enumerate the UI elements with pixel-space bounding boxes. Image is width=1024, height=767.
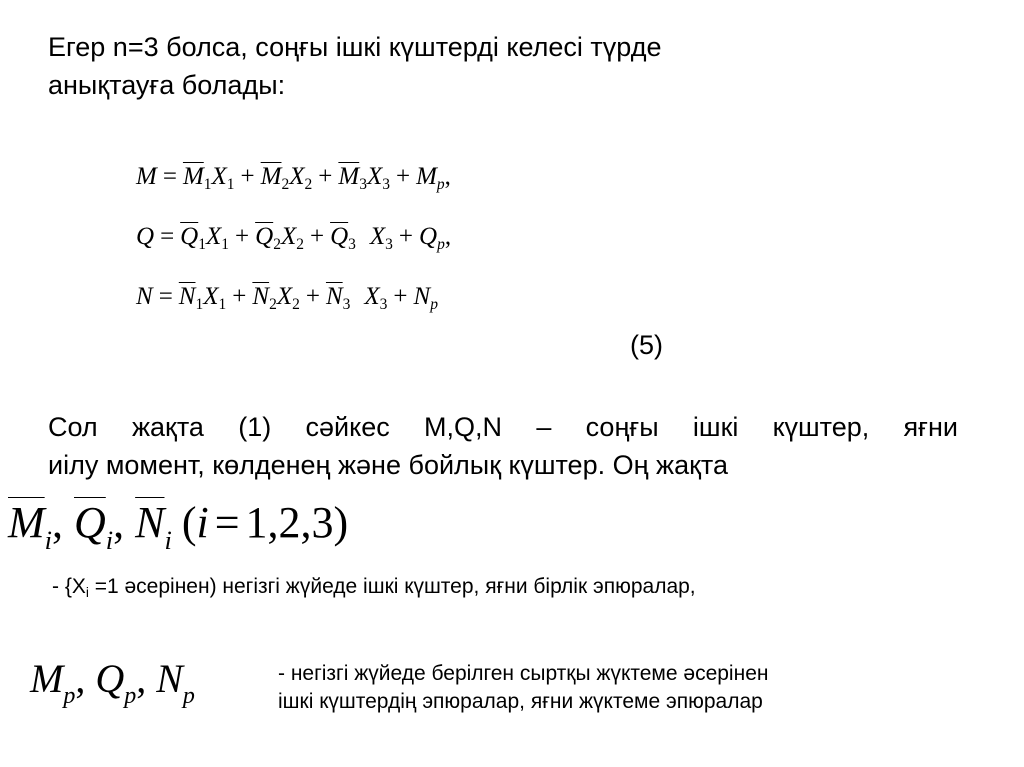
eq-q-x3: X [369,223,386,250]
intro-paragraph [48,28,958,104]
load-m-sub: p [63,682,76,709]
eq-n-psub: p [430,296,438,314]
eq-n-term1: $\overline{N}$ [178,283,196,310]
eq-m-term1: $\overline{M}$ [182,163,204,190]
intro-line-2: анықтауға болады: [48,70,286,100]
eq-n-lhs: N [136,283,153,310]
intro-line-1: Егер n=3 болса, соңғы ішкі күштерді келесі түрде [48,32,662,62]
bullet2-line-1: - негізгі жүйеде берілген сыртқы жүктеме әсерінен [278,662,769,685]
eq-m-sub2: 2 [281,176,290,194]
unit-q-sub: i [105,524,114,555]
eq-n-xsub2: 2 [292,296,300,314]
eq-q-sub2: 2 [273,236,281,254]
bullet1-prefix: - {X [52,575,86,598]
unit-range-close: ) [333,498,349,547]
explanation-line-2: иілу момент, көлденең және бойлық күштер. Оң жақта [48,450,728,480]
eq-n-x1: X [203,283,219,310]
unit-range-i: i [196,498,209,547]
eq-q-sub3: 3 [348,236,356,254]
eq-q-xsub3: 3 [385,236,393,254]
eq-q-xsub1: 1 [221,236,230,254]
eq-m-sub1: 1 [203,176,212,194]
eq-m-psub: p [436,176,445,194]
eq-m-x3: X [366,163,383,190]
eq-q-p: Q [419,223,438,250]
load-q-sub: p [124,682,137,709]
equation-number: (5) [630,330,663,360]
eq-q-sub1: 1 [198,236,206,254]
eq-m-term2: $\overline{M}$ [260,163,282,190]
equation-m: $M = \overline{M}_1X_1 + \overline{M}_2X_2 + \overline{M}_3X_3 + M_p$, [136,163,451,194]
eq-n-p: N [413,283,431,310]
eq-n-x3: X [364,283,380,310]
eq-n-sub1: 1 [195,296,204,314]
bullet1-sub: i [85,585,89,601]
eq-n-term2: $\overline{N}$ [252,283,270,310]
eq-q-term3: $\overline{Q}$ [330,223,349,250]
load-n: N [156,656,183,701]
eq-m-lhs: M [136,163,157,190]
equation-q: $Q = \overline{Q}_1X_1 + \overline{Q}_2X_2 + \overline{Q}_3$ $X_3 + Q_p$, [136,223,452,254]
eq-q-x1: X [205,223,222,250]
bullet2-line-2: ішкі күштердің эпюралар, яғни жүктеме эпюралар [278,690,763,713]
eq-n-xsub3: 3 [379,296,388,314]
unit-range-values: 1,2,3 [245,498,334,547]
eq-q-psub: p [437,236,445,254]
eq-m-x1: X [211,163,227,190]
unit-range-eq: = [214,498,240,547]
load-m: M [30,656,64,701]
unit-m: $\overline{M}$ [8,498,45,547]
eq-m-x2: X [289,163,305,190]
eq-m-xsub1: 1 [226,176,235,194]
unit-n: $\overline{N}$ [135,498,165,547]
eq-n-x2: X [276,283,293,310]
eq-n-sub2: 2 [269,296,277,314]
eq-n-xsub1: 1 [218,296,227,314]
unit-range-open: ( [181,498,197,547]
load-diagram-description [278,660,768,716]
eq-q-xsub2: 2 [296,236,304,254]
unit-q: $\overline{Q}$ [74,498,106,547]
unit-forces-formula: $\overline{M}_i$, $\overline{Q}_i$, $\overline{N}_i$ (i = 1,2,3) [8,498,349,555]
eq-m-term3: $\overline{M}$ [338,163,360,190]
unit-n-sub: i [164,524,172,555]
eq-n-term3: $\overline{N}$ [325,283,343,310]
explanation-line-1: Сол жақта (1) сәйкес M,Q,N – соңғы ішкі күштер, яғни [48,412,958,442]
eq-m-xsub3: 3 [382,176,390,194]
load-forces-formula: $M_p$, $Q_p$, $N_p$ [30,656,195,709]
eq-n-sub3: 3 [342,296,351,314]
eq-m-sub3: 3 [359,176,367,194]
eq-q-x2: X [280,223,297,250]
eq-m-xsub2: 2 [304,176,313,194]
eq-m-p: M [416,163,437,190]
equation-n: $N = \overline{N}_1X_1 + \overline{N}_2X_2 + \overline{N}_3$ $X_3 + N_p$ [136,283,438,314]
unit-m-sub: i [44,524,52,555]
eq-q-term1: $\overline{Q}$ [180,223,199,250]
bullet1-suffix: =1 әсерінен) негізгі жүйеде ішкі күштер, яғни бірлік эпюралар, [88,575,696,598]
explanation-paragraph [48,408,958,484]
load-q: Q [95,656,125,701]
eq-m-end: , [444,163,451,190]
unit-diagram-description [52,575,696,599]
eq-q-lhs: Q [136,223,155,250]
eq-q-end: , [444,223,452,250]
load-n-sub: p [182,682,195,709]
eq-q-term2: $\overline{Q}$ [255,223,274,250]
